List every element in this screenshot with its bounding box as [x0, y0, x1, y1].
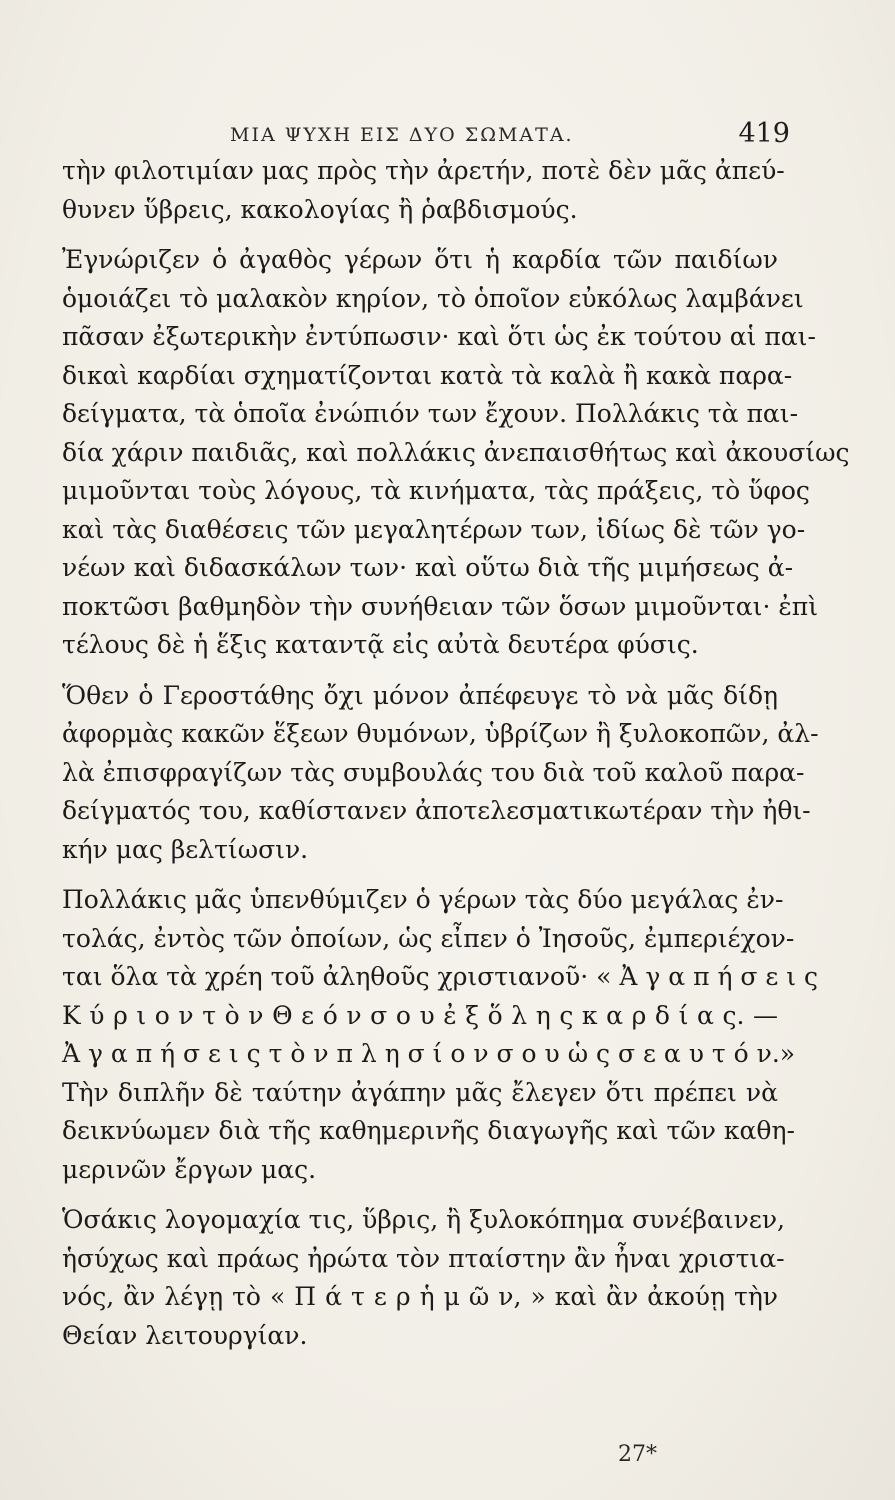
body-text — [62, 156, 850, 1359]
text-line: Τὴν διπλῆν δὲ ταύτην ἀγάπην μᾶς ἔλεγεν ὅτι πρέπει νὰ — [62, 1077, 778, 1107]
text-line: κήν μας βελτίωσιν. — [62, 834, 309, 864]
text-line: Πολλάκις μᾶς ὑπενθύμιζεν ὁ γέρων τὰς δύο μεγάλας ἐν- — [62, 885, 784, 914]
text-line: Θείαν λειτουργίαν. — [62, 1320, 308, 1350]
text-line: πᾶσαν ἐξωτερικὴν ἐντύπωσιν· καὶ ὅτι ὡς ἐκ τούτου αἱ παι- — [62, 322, 816, 351]
paragraph — [62, 885, 819, 1185]
paragraph — [62, 156, 785, 225]
text-line: τὴν φιλοτιμίαν μας πρὸς τὴν ἀρετήν, ποτὲ δὲν μᾶς ἀπεύ- — [62, 156, 785, 185]
signature-mark: 27* — [618, 1442, 657, 1467]
text-line: ἀφορμὰς κακῶν ἕξεων θυμόνων, ὑβρίζων ἢ ξυλοκοπῶν, ἀλ- — [62, 719, 819, 748]
text-line: θυνεν ὕβρεις, κακολογίας ἢ ῥαβδισμούς. — [62, 194, 578, 224]
text-line: ποκτῶσι βαθμηδὸν τὴν συνήθειαν τῶν ὅσων μιμοῦνται· ἐπὶ — [62, 591, 819, 621]
paragraph — [62, 1205, 785, 1351]
text-line: δείγματα, τὰ ὁποῖα ἐνώπιόν των ἔχουν. Πολλάκις τὰ παι- — [62, 399, 799, 428]
text-line: νός, ἂν λέγῃ τὸ « Π ά τ ε ρ ἡ μ ῶ ν, » καὶ ἂν ἀκούῃ τὴν — [62, 1282, 778, 1311]
text-line: ὁμοιάζει τὸ μαλακὸν κηρίον, τὸ ὁποῖον εὐκόλως λαμβάνει — [62, 283, 804, 313]
text-line: νέων καὶ διδασκάλων των· καὶ οὕτω διὰ τῆς μιμήσεως ἀ- — [62, 553, 794, 582]
text-line: ται ὅλα τὰ χρέη τοῦ ἀληθοῦς χριστιανοῦ· « Ἀ γ α π ή σ ε ι ς — [62, 962, 819, 991]
text-line: καὶ τὰς διαθέσεις τῶν μεγαλητέρων των, ἰδίως δὲ τῶν γο- — [62, 514, 806, 544]
text-line: δία χάριν παιδιᾶς, καὶ πολλάκις ἀνεπαισθήτως καὶ ἀκουσίως — [62, 437, 850, 467]
text-line: ἡσύχως καὶ πράως ἠρώτα τὸν πταίστην ἂν ἦναι χριστια- — [62, 1243, 785, 1273]
text-line: Ὁσάκις λογομαχία τις, ὕβρις, ἢ ξυλοκόπημα συνέβαινεν, — [62, 1205, 785, 1234]
page-header — [230, 118, 790, 158]
running-title: ΜΙΑ ΨΥΧΗ ΕΙΣ ΔΥΟ ΣΩΜΑΤΑ. — [230, 124, 574, 146]
text-line: λὰ ἐπισφραγίζων τὰς συμβουλάς του διὰ τοῦ καλοῦ παρα- — [62, 757, 805, 787]
text-line: Ἐγνώριζεν ὁ ἀγαθὸς γέρων ὅτι ἡ καρδία τῶν παιδίων — [62, 245, 778, 274]
page-number: 419 — [738, 118, 790, 149]
text-line: μιμοῦνται τοὺς λόγους, τὰ κινήματα, τὰς πράξεις, τὸ ὕφος — [62, 476, 810, 505]
text-line: δεικνύωμεν διὰ τῆς καθημερινῆς διαγωγῆς καὶ τῶν καθη- — [62, 1116, 795, 1145]
text-line: Ἀ γ α π ή σ ε ι ς τ ὸ ν π λ η σ ί ο ν σ ο υ ὡ ς σ ε α υ τ ό ν.» — [62, 1039, 796, 1068]
text-line: δικαὶ καρδίαι σχηματίζονται κατὰ τὰ καλὰ ἢ κακὰ παρα- — [62, 360, 793, 390]
text-line: Ὅθεν ὁ Γεροστάθης ὄχι μόνον ἀπέφευγε τὸ νὰ μᾶς δίδῃ — [62, 680, 778, 710]
text-line: τολάς, ἐντὸς τῶν ὁποίων, ὡς εἶπεν ὁ Ἰησοῦς, ἐμπεριέχον- — [62, 923, 795, 953]
text-line: Κ ύ ρ ι ο ν τ ὸ ν Θ ε ό ν σ ο υ ἐ ξ ὅ λ η ς κ α ρ δ ί α ς. — — [62, 1000, 778, 1030]
text-line: τέλους δὲ ἡ ἕξις καταντᾷ εἰς αὐτὰ δευτέρα φύσις. — [62, 630, 699, 659]
text-line: δείγματός του, καθίστανεν ἀποτελεσματικωτέραν τὴν ἠθι- — [62, 796, 811, 825]
text-line: μερινῶν ἔργων μας. — [62, 1154, 317, 1184]
paragraph — [62, 245, 850, 660]
paragraph — [62, 680, 819, 865]
